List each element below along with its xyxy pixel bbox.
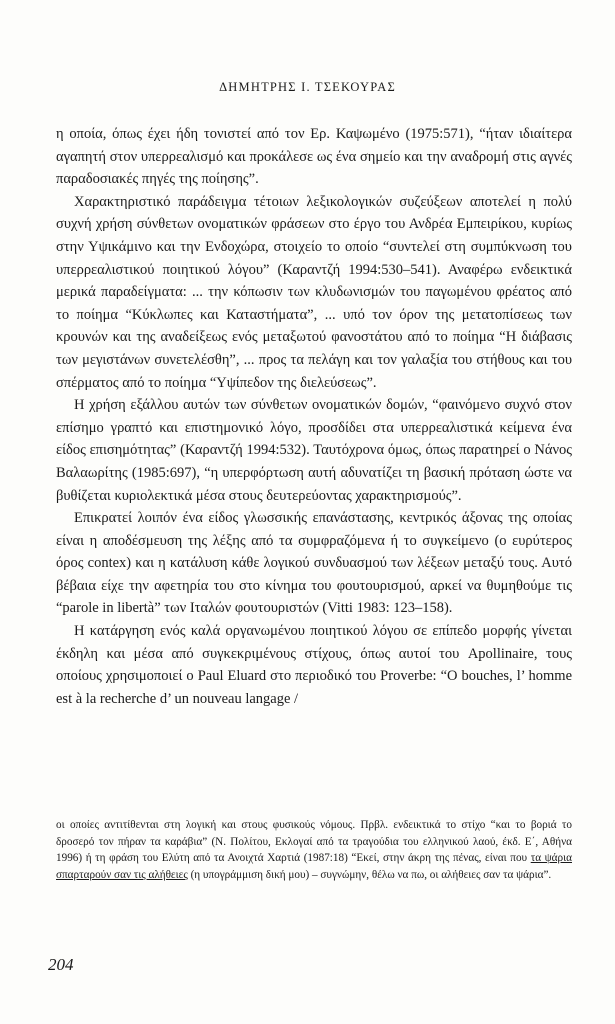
footnote (56, 817, 572, 883)
paragraph: Η κατάργηση ενός καλά οργανωμένου ποιητικού λόγου σε επίπεδο μορφής γίνεται έκδηλη και μέσα από συγκεκριμένους στίχους, όπως αυτοί του Apollinaire, τους οποίους χρησιμοποιεί ο Paul Eluard στο περιοδικό του Proverbe: “O bouches, l’ homme est à la recherche d’ un nouveau langage / (56, 623, 572, 707)
paragraph: Χαρακτηριστικό παράδειγμα τέτοιων λεξικολογικών συζεύξεων αποτελεί η πολύ συχνή χρήση σύνθετων ονοματικών φράσεων στο έργο του Ανδρέα Εμπειρίκου, κυρίως στην Υψικάμινο και την Ενδοχώρα, στοιχείο το οποίο “συντελεί στη συμπύκνωση του υπερρεαλιστικού ποιητικού λόγου” (Καραντζή 1994:530–541). Αναφέρω ενδεικτικά μερικά παραδείγματα: ... την κόπωσιν των κλυδωνισμών του παγωμένου φρέατος από το ποίημα “Κύκλωπες και Καταστήματα”, ... υπό τον όρον της μετατοπίσεως των κρουνών και της αναδείξεως ενός μεταξωτού φανοστάτου από το ποίημα “Η διάβασις των μεγιστάνων συνετελέσθη”, ... προς τα πελάγη και τον γαλαξία του στήθους και του σπέρματος από το ποίημα “Υψίπεδον της διελεύσεως”. (56, 193, 572, 391)
paragraph: Επικρατεί λοιπόν ένα είδος γλωσσικής επανάστασης, κεντρικός άξονας της οποίας είναι η αποδέσμευση της λέξης από τα συμφραζόμενα ή το συγκείμενο (ο ευρύτερος όρος contex) και η κατάλυση κάθε λογικού συνδυασμού των λέξεων μεταξύ τους. Αυτό βέβαια είχε την αφετηρία του στο κίνημα του φουτουρισμού, αρκεί να θυμηθούμε τις “parole in libertà” των Ιταλών φουτουριστών (Vitti 1983: 123–158). (56, 510, 572, 617)
body-text (56, 123, 572, 710)
footnote-text-after: (η υπογράμμιση δική μου) – συγνώμην, θέλω να πω, οι αλήθειες σαν τα ψάρια”. (187, 868, 552, 881)
paragraph: Η χρήση εξάλλου αυτών των σύνθετων ονοματικών δομών, “φαινόμενο συχνό στον επίσημο γραπτό και επιστημονικό λόγο, προσδίδει στα υπερρεαλιστικά κείμενα ένα είδος επισημότητας” (Καραντζή 1994:532). Ταυτόχρονα όμως, όπως παρατηρεί ο Νάνος Βαλαωρίτης (1985:697), “η υπερφόρτωση αυτή αδυνατίζει τη βασική πρόταση ώστε να βυθίζεται κυριολεκτικά μέσα στους δευτερεύοντας χαρακτηρισμούς”. (56, 397, 572, 504)
page-number: 204 (48, 955, 74, 974)
paragraph: η οποία, όπως έχει ήδη τονιστεί από τον Ερ. Καψωμένο (1975:571), “ήταν ιδιαίτερα αγαπητή στον υπερρεαλισμό και προκάλεσε ως ένα σημείο και την αναδρομή στις αγνές παραδοσιακές πηγές της ποίησης”. (56, 126, 572, 188)
footnote-underlined-quote: τα ψάρια σπαρταρούν σαν τις αλήθειες (56, 852, 572, 881)
footnote-paragraph (56, 817, 572, 883)
running-header: ΔΗΜΗΤΡΗΣ Ι. ΤΣΕΚΟΥΡΑΣ (219, 80, 396, 94)
footnote-text-before: οι οποίες αντιτίθενται στη λογική και στους φυσικούς νόμους. Πρβλ. ενδεικτικά το στίχο “και το βοριά το δροσερό τον πήραν τα καράβια” (Ν. Πολίτου, Εκλογαί από τα τραγούδια του ελληνικού λαού, έκδ. Ε΄, Αθήνα 1996) ή τη φράση του Ελύτη από τα Ανοιχτά Χαρτιά (1987:18) “Εκεί, στην άκρη της πένας, είναι που (56, 819, 572, 865)
